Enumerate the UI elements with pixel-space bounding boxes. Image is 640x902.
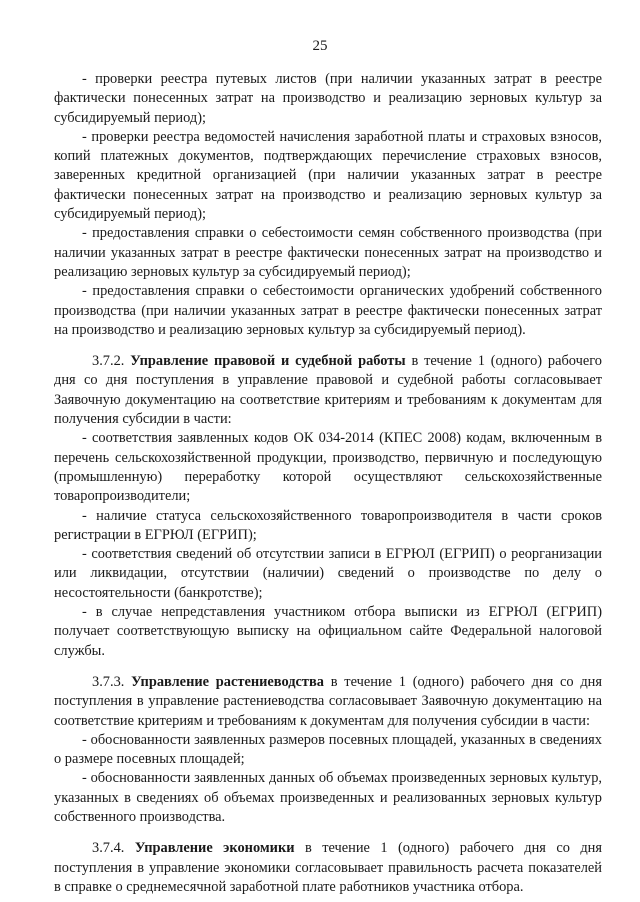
list-item: - наличие статуса сельскохозяйственного товаропроизводителя в части сроков регистрации в ЕГРЮЛ (ЕГРИП); [54, 507, 602, 543]
list-item: - предоставления справки о себестоимости семян собственного производства (при наличии указанных затрат в реестре фактически понесенных затрат на производство и реализацию зерновых культур за субсидируемый период); [54, 225, 602, 280]
list-item: - обоснованности заявленных данных об объемах произведенных зерновых культур, указанных в сведениях об объемах произведенных и реализованных зерновых культур собственного производства. [54, 770, 602, 825]
section-text: в течение 1 (одного) рабочего дня со дня поступления в управление правовой и судебной работы согласовывает Заявочную документацию на соответствие критериям и требованиям к документам для получения субсидии в части: [54, 353, 602, 428]
list-item: - соответствия сведений об отсутствии записи в ЕГРЮЛ (ЕГРИП) о реорганизации или ликвидации, отсутствии (наличии) сведений о производстве по делу о несостоятельности (банкротстве); [54, 546, 602, 601]
section-text: в течение 1 (одного) рабочего дня со дня поступления в управление растениеводства согласовывает Заявочную документацию на соответствие критериям и требованиям к документам для получения субсидии в части: [54, 673, 603, 729]
section-number: 3.7.4. [92, 840, 125, 857]
list-item: - предоставления справки о себестоимости органических удобрений собственного производства (при наличии указанных затрат в реестре фактически понесенных затрат на производство и реализацию зерновых культур за субсидируемый период). [54, 283, 602, 338]
document-body [54, 70, 602, 897]
list-item: - проверки реестра путевых листов (при наличии указанных затрат в реестре фактически понесенных затрат на производство и реализацию зерновых культур за субсидируемый период); [54, 71, 602, 126]
department-name: Управление правовой и судебной работы [130, 353, 406, 370]
list-item: - в случае непредставления участником отбора выписки из ЕГРЮЛ (ЕГРИП) получает соответствующую выписку на официальном сайте Федеральной налоговой службы. [54, 604, 602, 659]
department-name: Управление экономики [134, 840, 295, 857]
section-3-7-4-lead [54, 839, 602, 897]
list-item: - соответствия заявленных кодов ОК 034-2014 (КПЕС 2008) кодам, включенным в перечень сельскохозяйственной продукции, производство, первичную и последующую (промышленную) переработку которой осуществляют сельскохозяйственные товаропроизводители; [54, 430, 602, 505]
page-number: 25 [312, 38, 328, 54]
section-3-7-2-lead [54, 352, 602, 429]
department-name: Управление растениеводства [131, 673, 324, 690]
section-text: в течение 1 (одного) рабочего дня со дня поступления в управление экономики согласовывает правильность расчета показателей в справке о среднемесячной заработной плате работников участника отбора. [54, 840, 602, 895]
section-3-7-3-lead [54, 673, 602, 731]
list-item: - проверки реестра ведомостей начисления заработной платы и страховых взносов, копий платежных документов, подтверждающих перечисление страховых взносов, заверенных кредитной организацией (при наличии указанных затрат в реестре фактически понесенных затрат на производство и реализацию зерновых культур за субсидируемый период); [54, 128, 602, 223]
section-number: 3.7.3. [92, 673, 125, 690]
section-number: 3.7.2. [92, 353, 125, 370]
list-item: - обоснованности заявленных размеров посевных площадей, указанных в сведениях о размере посевных площадей; [54, 731, 602, 768]
